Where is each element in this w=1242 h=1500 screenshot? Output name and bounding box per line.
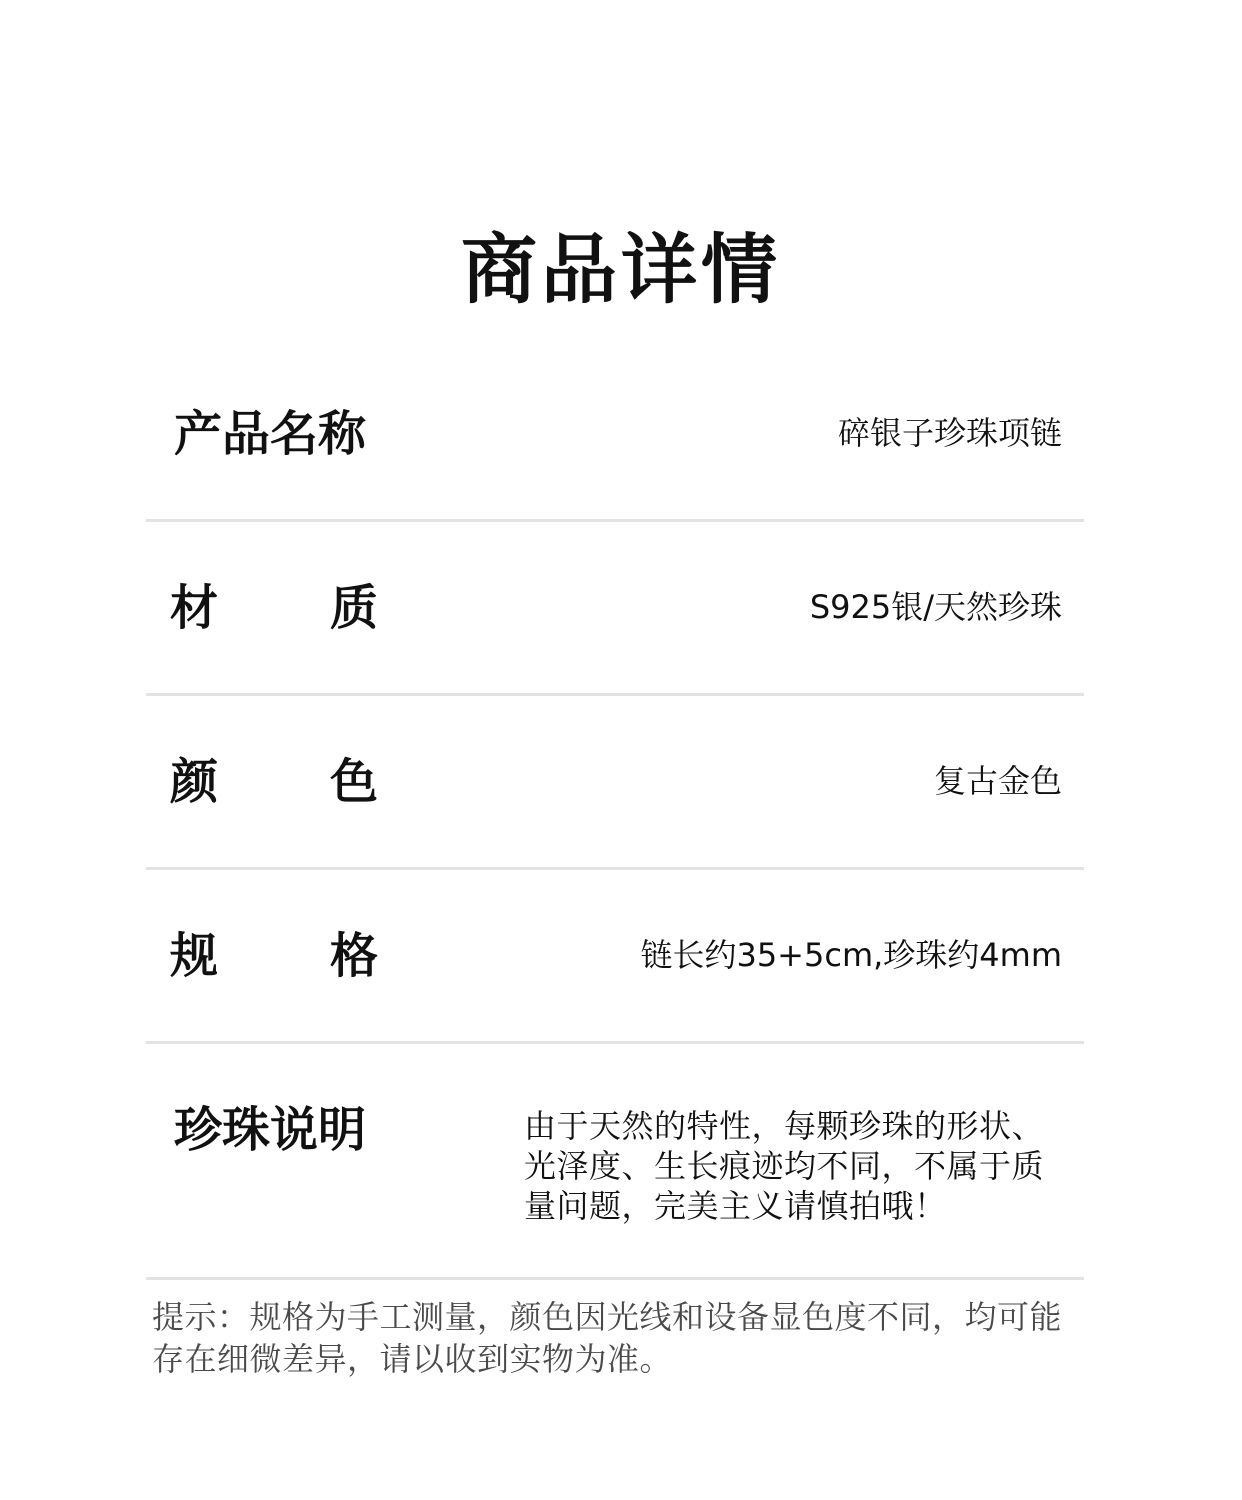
material-label: 材质 — [170, 580, 491, 636]
detail-row-product-name — [146, 348, 1084, 522]
pearl-note-value: 由于天然的特性，每颗珍珠的形状、光泽度、生长痕迹均不同，不属于质量问题，完美主义请慎拍哦！ — [524, 1107, 1045, 1225]
detail-row-material — [146, 522, 1084, 696]
product-detail-table — [146, 348, 1084, 1280]
size-label: 规格 — [170, 928, 491, 984]
color-label: 颜色 — [170, 754, 491, 810]
product-name-value: 碎银子珍珠项链 — [837, 414, 1062, 452]
detail-row-color — [146, 696, 1084, 870]
page-title: 商品详情 — [461, 225, 781, 314]
size-value: 链长约35+5cm,珍珠约4mm — [640, 936, 1062, 974]
color-value: 复古金色 — [933, 762, 1062, 800]
material-value: S925银/天然珍珠 — [809, 588, 1062, 626]
detail-row-pearl-note — [146, 1044, 1084, 1280]
measurement-disclaimer: 提示：规格为手工测量，颜色因光线和设备显色度不同，均可能存在细微差异，请以收到实物为准。 — [152, 1298, 1063, 1378]
detail-row-size — [146, 870, 1084, 1044]
product-name-label: 产品名称 — [174, 406, 367, 462]
pearl-note-label: 珍珠说明 — [174, 1102, 367, 1158]
